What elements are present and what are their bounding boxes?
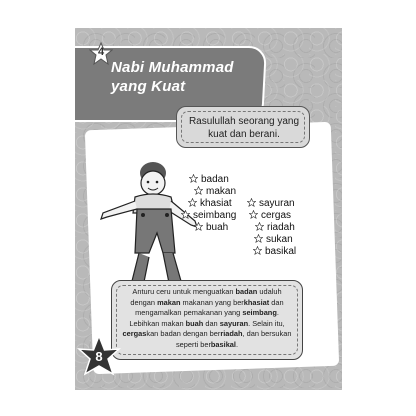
text-segment: . Lebihkan makan — [129, 308, 279, 328]
text-segment: , dan bersukan seperti — [175, 329, 292, 349]
keyword: khasiat — [243, 297, 270, 307]
keyword: buah — [185, 318, 204, 328]
star-icon — [255, 222, 264, 231]
text-segment: . Selain itu, — [248, 318, 285, 328]
word-item: buah — [194, 222, 228, 233]
speech-box — [176, 106, 310, 148]
chapter-number: 4 — [97, 46, 105, 58]
word-item: cergas — [249, 210, 291, 221]
keyword: sayuran — [219, 318, 249, 328]
page-number: 8 — [95, 349, 103, 364]
word-item: seimbang — [181, 210, 236, 221]
text-segment: makanan yang — [180, 297, 234, 307]
star-icon — [194, 222, 203, 231]
text-segment: ber — [200, 339, 211, 349]
star-icon — [254, 234, 263, 243]
text-segment: . — [235, 339, 239, 349]
keyword: seimbang — [242, 308, 277, 318]
speech-text: Rasulullah seorang yang kuat dan berani. — [188, 116, 300, 140]
star-icon — [247, 198, 256, 207]
star-icon — [249, 210, 258, 219]
chapter-title: Nabi Muhammad yang Kuat — [111, 59, 234, 95]
star-icon — [181, 210, 190, 219]
star-icon — [194, 186, 203, 195]
word-item: badan — [189, 174, 229, 185]
text-segment: ber — [233, 297, 244, 307]
word-item: basikal — [253, 246, 296, 257]
text-segment: Anturu ceru untuk menguatkan — [132, 287, 236, 296]
book-page — [75, 28, 342, 390]
keyword: basikal — [210, 339, 236, 349]
text-segment: dan — [203, 318, 220, 328]
star-icon — [189, 174, 198, 183]
text-segment: dan mengamalkan pemakanan yang — [135, 297, 284, 318]
text-segment: kan badan dengan — [146, 329, 210, 339]
word-item: riadah — [255, 222, 295, 233]
star-icon — [188, 198, 197, 207]
keyword: makan — [157, 297, 181, 307]
info-paragraph — [120, 287, 294, 351]
keyword: riadah — [220, 329, 243, 339]
word-item: khasiat — [188, 198, 232, 209]
info-box — [111, 280, 303, 360]
word-item: sukan — [254, 234, 293, 245]
word-item: makan — [194, 186, 236, 197]
keyword: badan — [235, 287, 258, 296]
star-icon — [253, 246, 262, 255]
text-segment: udaluh dengan — [130, 287, 282, 307]
word-item: sayuran — [247, 198, 295, 209]
child-illustration — [91, 153, 201, 298]
text-segment: ber — [209, 329, 221, 339]
keyword: cergas — [122, 329, 147, 339]
